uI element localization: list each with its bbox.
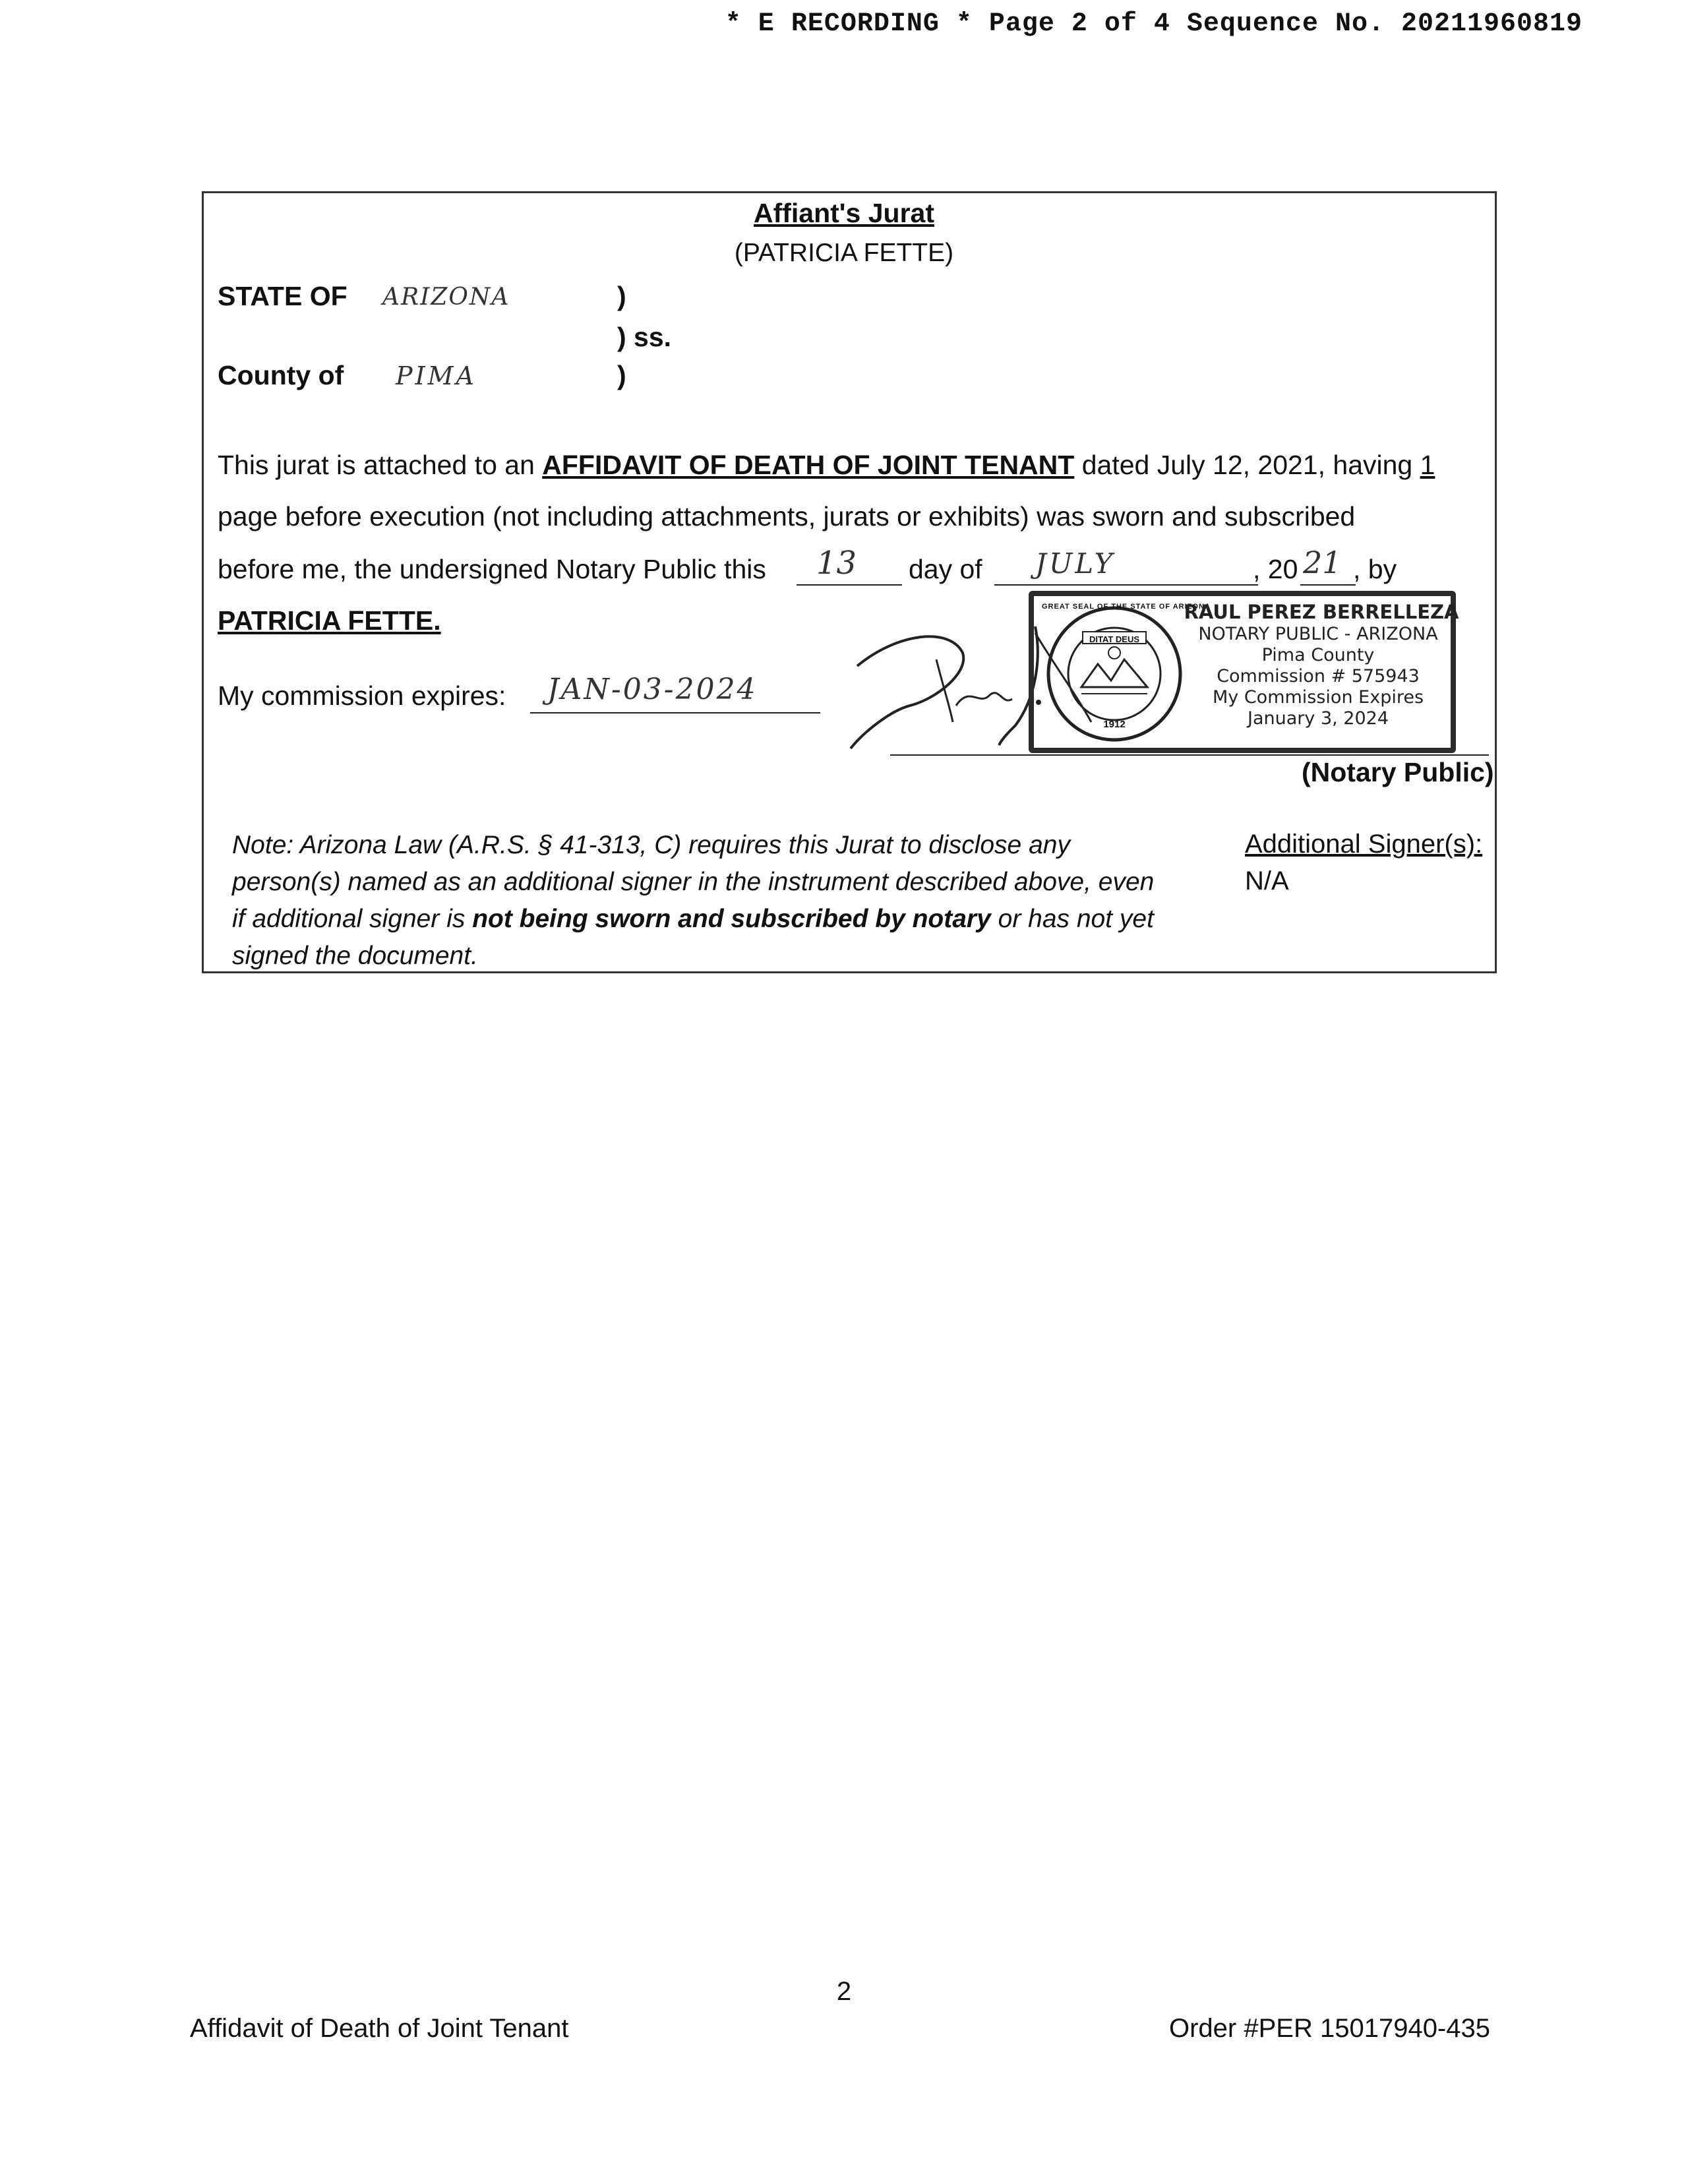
commission-value: JAN-03-2024: [547, 673, 758, 706]
notary-stamp: [1029, 591, 1459, 753]
jurat-title: Affiant's Jurat: [753, 198, 934, 228]
state-label: STATE OF: [218, 281, 347, 311]
seal-year: 1912: [1103, 719, 1126, 730]
note-line-4: signed the document.: [232, 942, 478, 970]
year-prefix: , 20: [1253, 554, 1298, 584]
day-of-label: day of: [909, 554, 982, 584]
note-line-3-pre: if additional signer is: [232, 905, 473, 933]
note-line-3: [232, 901, 1154, 938]
note-line-3-post: or has not yet: [990, 905, 1154, 933]
stamp-expires-label: My Commission Expires: [1212, 687, 1424, 708]
recording-header: * E RECORDING * Page 2 of 4 Sequence No. 20211960819: [725, 9, 1582, 39]
stamp-name: RAUL PEREZ BERRELLEZA: [1184, 601, 1459, 623]
stamp-expires-date: January 3, 2024: [1248, 708, 1389, 729]
page-count: 1: [1420, 450, 1435, 480]
notary-signature-line: [890, 753, 1489, 756]
paren-ss: ) ss.: [617, 322, 672, 352]
stamp-county: Pima County: [1261, 645, 1375, 665]
document-title: AFFIDAVIT OF DEATH OF JOINT TENANT: [542, 450, 1075, 480]
note-line-2: person(s) named as an additional signer in the instrument described above, even: [232, 868, 1155, 896]
month-blank: [994, 583, 1258, 586]
month-value: JULY: [1035, 547, 1116, 580]
jurat-line-3-pre: before me, the undersigned Notary Public this: [218, 554, 766, 584]
county-value: PIMA: [396, 361, 477, 390]
year-blank: [1300, 583, 1356, 586]
jurat-line-2: page before execution (not including attachments, jurats or exhibits) was sworn and subscribed: [218, 501, 1356, 531]
commission-label: My commission expires:: [218, 681, 506, 711]
by-text: , by: [1353, 554, 1397, 584]
page-number: 2: [836, 1977, 852, 2006]
jurat-subtitle: (PATRICIA FETTE): [734, 239, 954, 267]
state-value: ARIZONA: [382, 284, 510, 311]
paren-bottom: ): [617, 360, 626, 390]
county-label: County of: [218, 360, 344, 390]
seal-ring-text: GREAT SEAL OF THE STATE OF ARIZONA: [1042, 603, 1211, 611]
seal-motto: DITAT DEUS: [1089, 634, 1140, 644]
day-blank: [797, 583, 902, 586]
line1-pre: This jurat is attached to an: [218, 450, 543, 480]
stamp-commission: Commission # 575943: [1217, 666, 1420, 686]
stamp-title: NOTARY PUBLIC - ARIZONA: [1198, 624, 1438, 644]
affiant-name: PATRICIA FETTE.: [218, 605, 441, 636]
commission-blank: [530, 711, 820, 713]
additional-signers-label: Additional Signer(s):: [1245, 830, 1483, 859]
jurat-line-1: [218, 450, 1435, 481]
notary-public-label: (Notary Public): [1302, 757, 1494, 787]
additional-signers-value: N/A: [1245, 866, 1289, 895]
line1-post: dated July 12, 2021, having: [1074, 450, 1420, 480]
day-value: 13: [816, 545, 857, 582]
footer-order-number: Order #PER 15017940-435: [1169, 2014, 1490, 2043]
paren-top: ): [617, 281, 626, 311]
note-line-1: Note: Arizona Law (A.R.S. § 41-313, C) requires this Jurat to disclose any: [232, 831, 1070, 859]
note-line-3-bold: not being sworn and subscribed by notary: [472, 905, 991, 933]
year-value: 21: [1303, 545, 1342, 580]
footer-document-title: Affidavit of Death of Joint Tenant: [190, 2014, 569, 2043]
